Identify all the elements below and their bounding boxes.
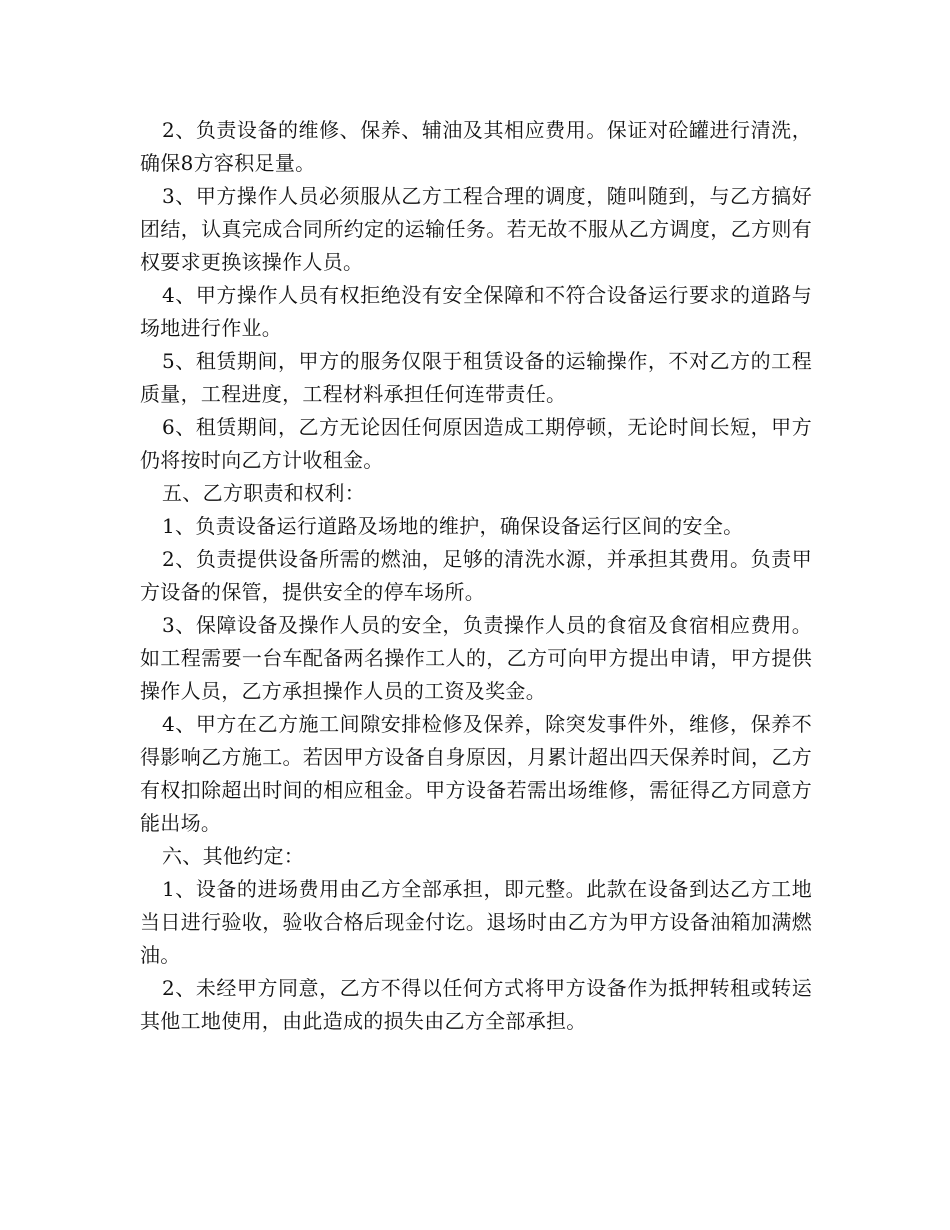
paragraph-service-scope: 5、租赁期间，甲方的服务仅限于租赁设备的运输操作，不对乙方的工程质量，工程进度，工程材料承担任何连带责任。 — [140, 349, 812, 406]
paragraph-operator-obedience: 3、甲方操作人员必须服从乙方工程合理的调度，随叫随到，与乙方搞好团结，认真完成合同所约定的运输任务。若无故不服从乙方调度，乙方则有权要求更换该操作人员。 — [140, 184, 812, 274]
document-body — [140, 114, 812, 1038]
section-heading-party-b-duties: 五、乙方职责和权利： — [162, 481, 365, 505]
paragraph-operator-safety: 3、保障设备及操作人员的安全，负责操作人员的食宿及食宿相应费用。如工程需要一台车配备两名操作工人的，乙方可向甲方提出申请，甲方提供操作人员，乙方承担操作人员的工资及奖金。 — [140, 613, 812, 703]
paragraph-fuel-supply: 2、负责提供设备所需的燃油，足够的清洗水源，并承担其费用。负责甲方设备的保管，提供安全的停车场所。 — [140, 547, 812, 604]
paragraph-maintenance-schedule: 4、甲方在乙方施工间隙安排检修及保养，除突发事件外，维修，保养不得影响乙方施工。若因甲方设备自身原因，月累计超出四天保养时间，乙方有权扣除超出时间的相应租金。甲方设备若需出场维修，需征得乙方同意方能出场。 — [140, 712, 812, 835]
section-heading-other-terms: 六、其他约定： — [162, 844, 305, 868]
paragraph-equipment-maintenance: 2、负责设备的维修、保养、辅油及其相应费用。保证对砼罐进行清洗，确保8方容积足量。 — [140, 118, 812, 175]
paragraph-no-sublease: 2、未经甲方同意，乙方不得以任何方式将甲方设备作为抵押转租或转运其他工地使用，由此造成的损失由乙方全部承担。 — [140, 976, 812, 1033]
paragraph-entry-fee: 1、设备的进场费用由乙方全部承担，即元整。此款在设备到达乙方工地当日进行验收，验收合格后现金付讫。退场时由乙方为甲方设备油箱加满燃油。 — [140, 877, 812, 967]
paragraph-road-maintenance: 1、负责设备运行道路及场地的维护，确保设备运行区间的安全。 — [162, 514, 744, 538]
paragraph-rent-collection: 6、租赁期间，乙方无论因任何原因造成工期停顿，无论时间长短，甲方仍将按时向乙方计收租金。 — [140, 415, 812, 472]
paragraph-operator-refusal-right: 4、甲方操作人员有权拒绝没有安全保障和不符合设备运行要求的道路与场地进行作业。 — [140, 283, 812, 340]
